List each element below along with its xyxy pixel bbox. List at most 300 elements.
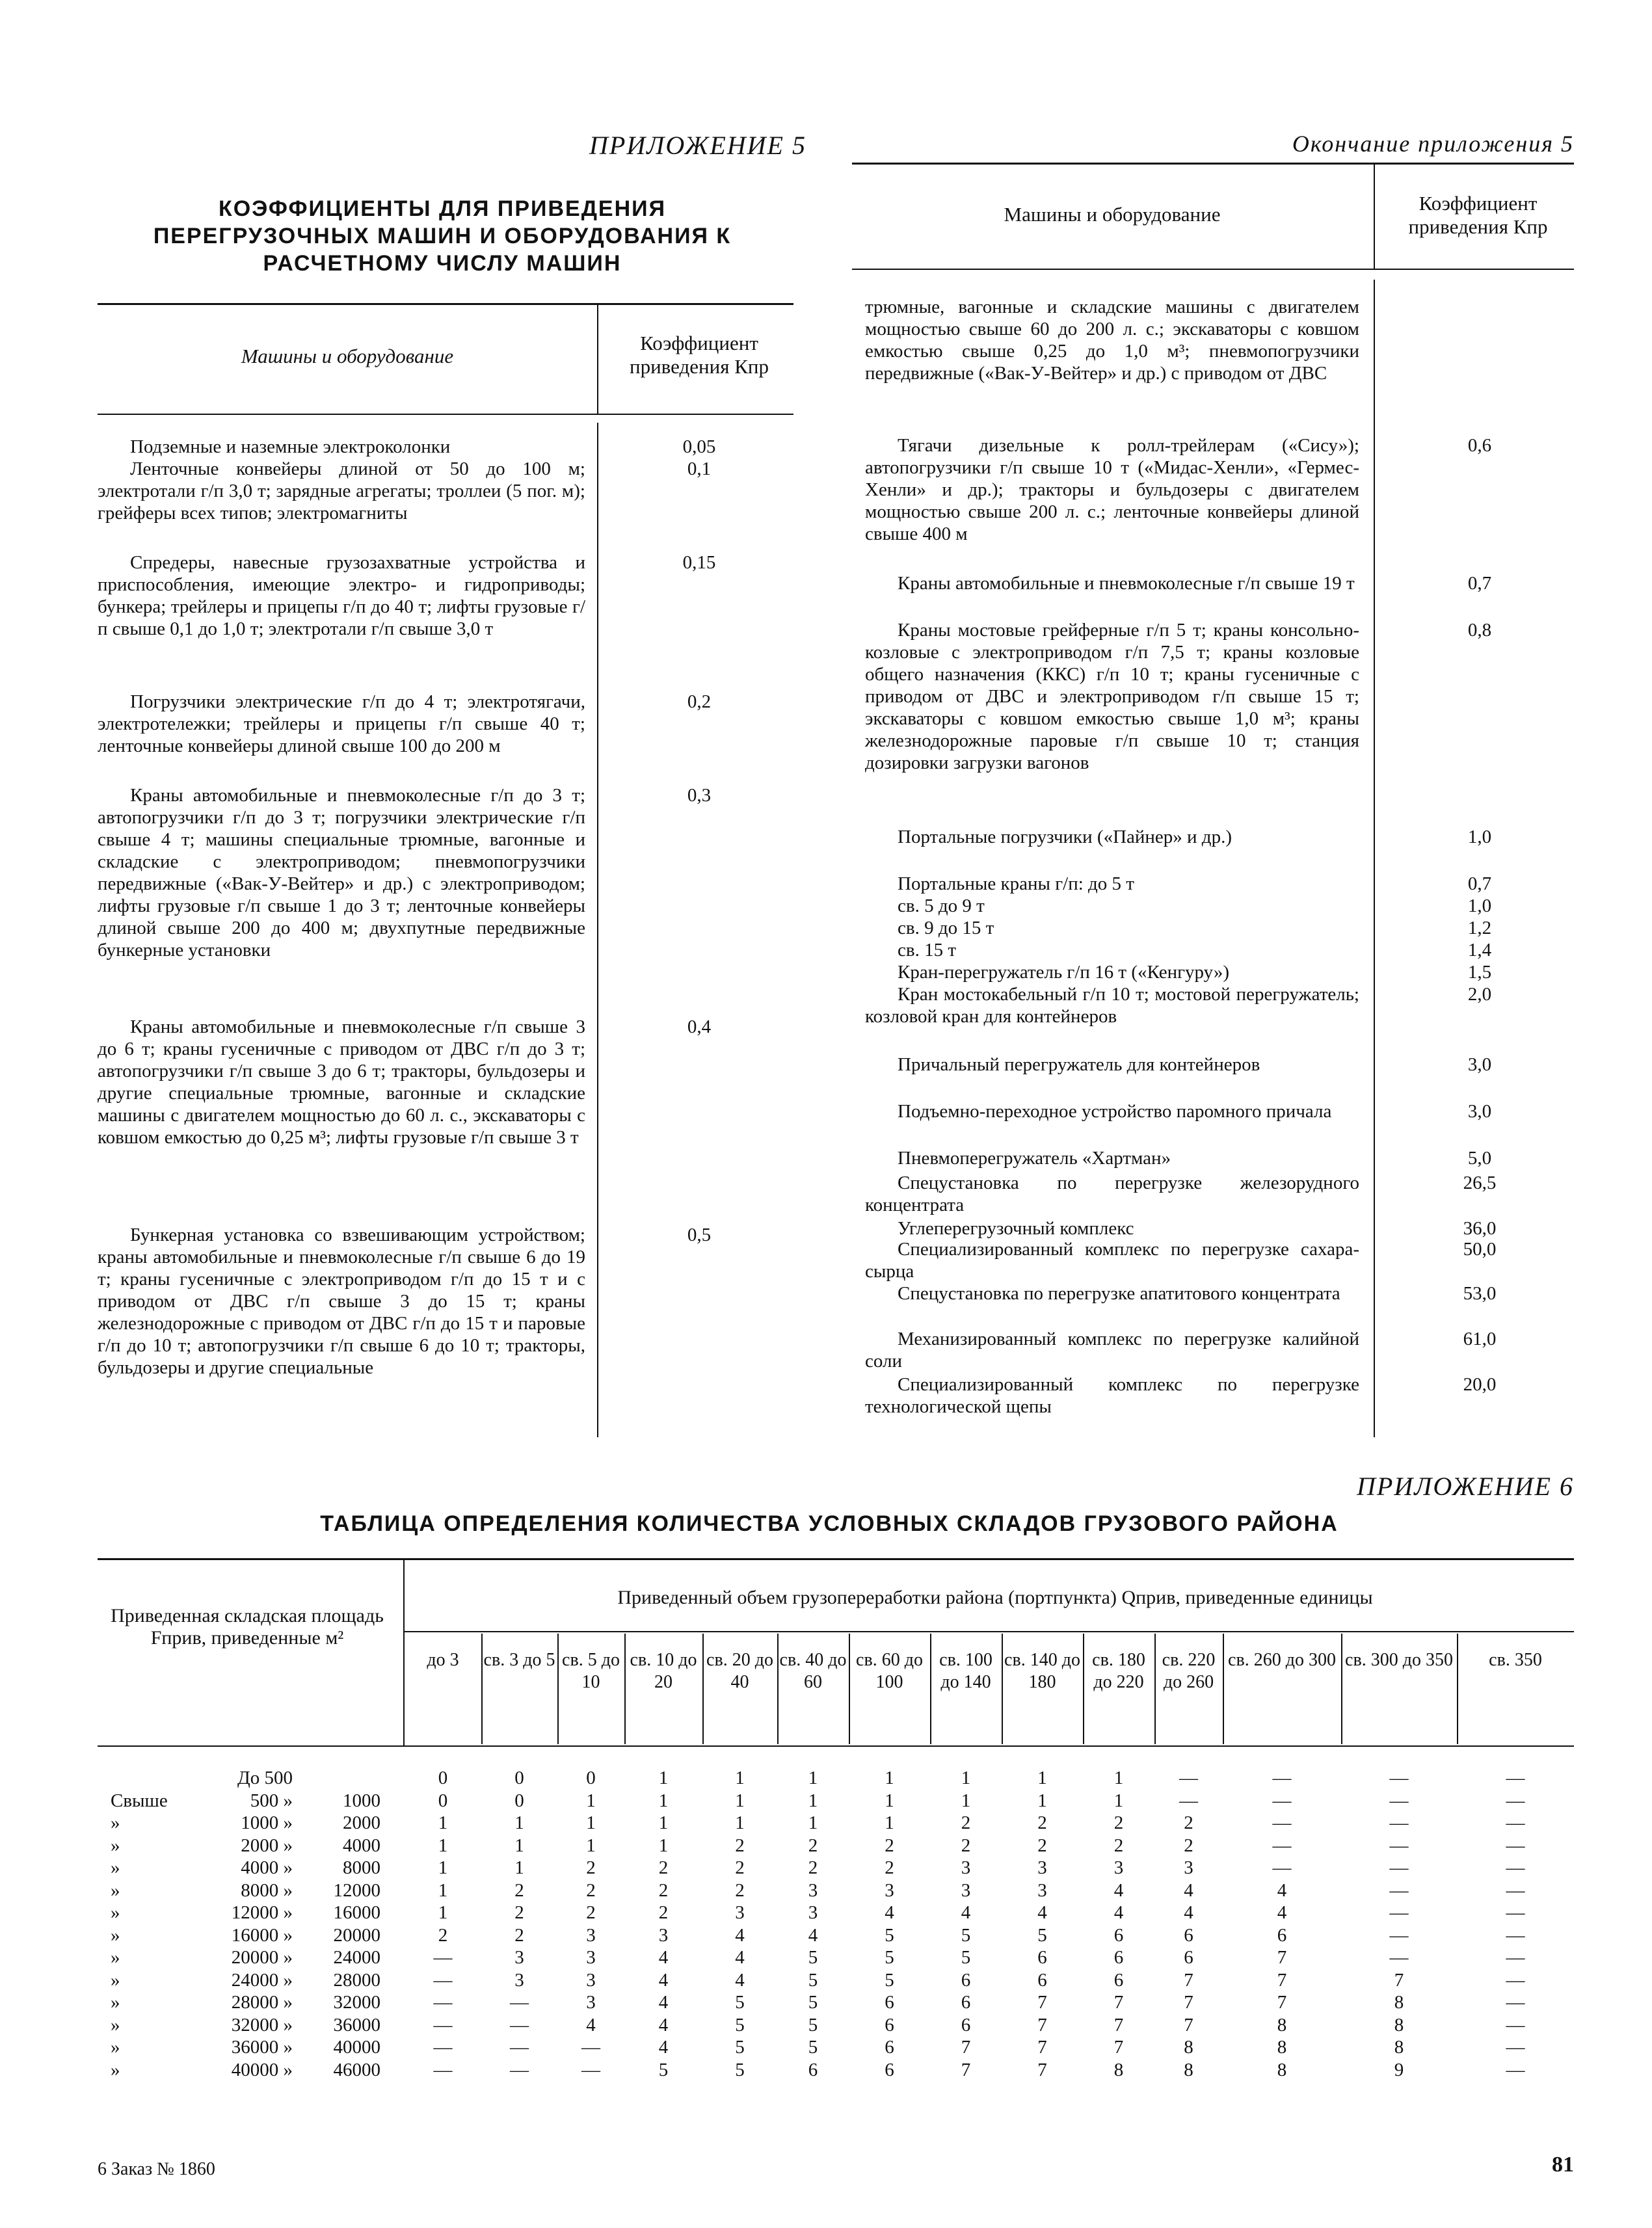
ap6-cell: 1	[961, 1768, 971, 1788]
ap6-cell: 2	[586, 1857, 596, 1878]
ap6-row-area-label: 16000 »	[231, 1924, 293, 1946]
ap6-cell: 2	[1184, 1812, 1193, 1833]
right-table-row-value: 5,0	[1467, 1148, 1492, 1169]
right-table-row-text: Специализированный комплекс по перегрузке технологической щепы	[865, 1374, 1359, 1417]
ap6-cell: —	[1506, 2037, 1525, 2058]
ap6-row-area-label: »	[111, 1924, 120, 1946]
appendix-5-title: КОЭФФИЦИЕНТЫ ДЛЯ ПРИВЕДЕНИЯ ПЕРЕГРУЗОЧНЫХ МАШИН И ОБОРУДОВАНИЯ К РАСЧЕТНОМУ ЧИСЛУ МАШИН	[153, 196, 732, 276]
right-table-row-value: 26,5	[1463, 1173, 1497, 1193]
ap6-col-divider	[1341, 1634, 1342, 1744]
ap6-cell: —	[1389, 1947, 1409, 1968]
ap6-cell: 6	[1113, 1947, 1124, 1968]
ap6-cell: 7	[1277, 1947, 1287, 1968]
ap6-cell: 3	[658, 1924, 669, 1946]
ap6-cell: 7	[1037, 2014, 1047, 2036]
ap6-cell: 5	[885, 1969, 894, 1991]
ap6-cell: 7	[961, 2059, 971, 2080]
ap6-cell: —	[1389, 1768, 1409, 1788]
left-table-row-text: Краны автомобильные и пневмоколесные г/п до 3 т; автопогрузчики г/п до 3 т; погрузчики электрические г/п свыше 4 т; машины специальные трюмные, вагонные и складские с электроприводом; пневмопогрузчики передвижные («Вак-У-Вейтер» и др.) с электроприводом; лифты грузовые г/п свыше 1 до 3 т; ленточные конвейеры длиной свыше 200 до 400 м; двухпутные передвижные бункерные установки	[98, 785, 585, 961]
ap6-cell: —	[510, 1992, 529, 2013]
ap6-cell: 4	[1184, 1879, 1193, 1901]
right-table-row-text: Пневмоперегружатель «Хартман»	[898, 1148, 1171, 1169]
ap6-cell: 8	[1277, 2037, 1287, 2058]
right-table-row-value: 1,0	[1467, 895, 1492, 916]
ap6-col-divider	[777, 1634, 779, 1744]
ap6-cell: 5	[808, 1969, 818, 1991]
ap6-row-area-label: 28000 »	[231, 1992, 293, 2013]
right-table-head-rule	[852, 269, 1574, 270]
ap6-row-area-label: 28000	[333, 1969, 380, 1991]
ap6-cell: 5	[1037, 1924, 1047, 1946]
ap6-cell: 1	[735, 1768, 745, 1788]
ap6-cell: 7	[1113, 2037, 1124, 2058]
right-table-row-text: Углеперегрузочный комплекс	[898, 1218, 1134, 1239]
ap6-cell: 4	[586, 2014, 596, 2036]
left-table-row-value: 0,15	[682, 552, 716, 573]
ap6-cell: 3	[885, 1879, 894, 1901]
ap6-rowhead: Приведенная складская площадь Fприв, приведенные м²	[111, 1605, 384, 1649]
left-table-row-value: 0,5	[687, 1225, 712, 1245]
ap6-cell: 4	[1277, 1879, 1287, 1901]
ap6-cell: 6	[885, 1992, 894, 2013]
right-table-row-value: 50,0	[1463, 1239, 1497, 1260]
ap6-col-divider	[702, 1634, 704, 1744]
ap6-row-area-label: 12000 »	[231, 1902, 293, 1923]
right-table-row-text: Портальные погрузчики («Пайнер» и др.)	[898, 827, 1232, 847]
ap6-cell: 6	[1037, 1969, 1047, 1991]
ap6-cell: 7	[1394, 1969, 1404, 1991]
ap6-cell: 4	[735, 1924, 745, 1946]
ap6-cell: —	[1272, 1857, 1292, 1878]
ap6-cell: 1	[514, 1835, 524, 1856]
right-col-coef-header: Коэффициент приведения Кпр	[1408, 192, 1548, 238]
ap6-col-divider	[1002, 1634, 1003, 1744]
left-table-row-value: 0,05	[682, 436, 716, 457]
ap6-cell: 7	[1184, 1969, 1193, 1991]
ap6-cell: 2	[438, 1924, 448, 1946]
left-table-top-rule	[98, 303, 793, 305]
ap6-cell: 1	[1113, 1768, 1124, 1788]
ap6-col-header: до 3	[427, 1650, 459, 1670]
ap6-row-area-label: 500 »	[250, 1790, 293, 1811]
ap6-cell: 4	[1113, 1879, 1124, 1901]
ap6-cell: 6	[1037, 1947, 1047, 1968]
ap6-cell: —	[581, 2037, 600, 2058]
ap6-cell: —	[1389, 1879, 1409, 1901]
ap6-cell: 7	[1037, 1992, 1047, 2013]
ap6-cell: 6	[885, 2059, 894, 2080]
ap6-row-area-label: 12000	[333, 1879, 380, 1901]
ap6-row-area-label: 1000	[343, 1790, 380, 1811]
right-col-machines-header: Машины и оборудование	[1004, 203, 1221, 226]
left-table-body-divider	[597, 423, 598, 1437]
ap6-cell: 1	[658, 1768, 669, 1788]
right-table-row-value: 61,0	[1463, 1329, 1497, 1349]
ap6-cell: 8	[1277, 2059, 1287, 2080]
ap6-col-divider	[1083, 1634, 1084, 1744]
ap6-col-header: св. 60 до 100	[856, 1650, 923, 1692]
ap6-cell: 5	[961, 1947, 971, 1968]
ap6-cell: 4	[885, 1902, 894, 1923]
right-table-row-value: 0,7	[1467, 573, 1492, 594]
right-table-body-divider	[1374, 280, 1375, 1437]
ap6-row-area-label: »	[111, 1857, 120, 1878]
ap6-cell: 4	[658, 1969, 669, 1991]
ap6-cell: —	[1506, 2059, 1525, 2080]
right-table-row-text: Специализированный комплекс по перегрузке сахара-сырца	[865, 1239, 1359, 1282]
ap6-cell: 1	[658, 1790, 669, 1811]
ap6-cell: —	[581, 2059, 600, 2080]
ap6-row-area-label: 4000 »	[241, 1857, 293, 1878]
ap6-cell: —	[433, 1992, 453, 2013]
ap6-cell: —	[1272, 1812, 1292, 1833]
ap6-cell: 7	[1037, 2059, 1047, 2080]
ap6-cell: 3	[586, 1924, 596, 1946]
ap6-cell: 7	[1037, 2037, 1047, 2058]
ap6-row-area-label: 20000	[333, 1924, 380, 1946]
right-table-row-value: 36,0	[1463, 1218, 1497, 1239]
left-table-head-rule	[98, 414, 793, 415]
ap6-row-area-label: 32000	[333, 1992, 380, 2013]
ap6-cell: 3	[514, 1947, 524, 1968]
right-table-row-text: Краны мостовые грейферные г/п 5 т; краны консольно-козловые с электроприводом г/п 7,5 т; краны козловые общего назначения (ККС) г/п 10 т; краны гусеничные с приводом от ДВС и электроприводом г/п свыше 15 т; экскаваторы с ковшом емкостью свыше 1,0 м³; краны железнодорожные паровые г/п свыше 10 т; станция дозировки загрузки вагонов	[865, 620, 1359, 773]
ap6-cell: —	[433, 2037, 453, 2058]
ap6-cell: 6	[885, 2037, 894, 2058]
right-table-row-value: 3,0	[1467, 1101, 1492, 1122]
ap6-cell: 1	[735, 1790, 745, 1811]
ap6-row-area-label: 8000 »	[241, 1879, 293, 1901]
ap6-cell: —	[1506, 2014, 1525, 2036]
ap6-cell: 2	[808, 1857, 818, 1878]
ap6-cell: 1	[808, 1768, 818, 1788]
right-table-row-text: Спецустановка по перегрузке железорудного концентрата	[865, 1173, 1359, 1215]
appendix-5-label: ПРИЛОЖЕНИЕ 5	[589, 131, 806, 160]
ap6-col-divider	[624, 1634, 626, 1744]
ap6-row-area-label: 24000 »	[231, 1969, 293, 1991]
ap6-row-area-label: 40000 »	[231, 2059, 293, 2080]
ap6-col-header: св. 180 до 220	[1092, 1650, 1145, 1692]
right-table-row-text: Подъемно-переходное устройство паромного причала	[898, 1101, 1332, 1122]
ap6-cell: 2	[1184, 1835, 1193, 1856]
ap6-cell: —	[1389, 1790, 1409, 1811]
ap6-cell: 5	[808, 1947, 818, 1968]
ap6-top-rule	[98, 1558, 1574, 1560]
ap6-cell: 1	[586, 1790, 596, 1811]
ap6-cell: 0	[438, 1768, 448, 1788]
ap6-cell: 5	[885, 1947, 894, 1968]
right-table-row-value: 1,2	[1467, 918, 1492, 938]
ap6-cell: —	[1389, 1835, 1409, 1856]
ap6-row-area-label: »	[111, 1969, 120, 1991]
right-table-row-value: 3,0	[1467, 1054, 1492, 1075]
ap6-cell: 0	[514, 1768, 524, 1788]
ap6-cell: —	[1506, 1924, 1525, 1946]
ap6-cell: 6	[1113, 1969, 1124, 1991]
ap6-cell: 6	[1184, 1947, 1193, 1968]
ap6-cell: 3	[514, 1969, 524, 1991]
ap6-cell: 0	[438, 1790, 448, 1811]
ap6-cell: 4	[1184, 1902, 1193, 1923]
right-table-row-value: 2,0	[1467, 984, 1492, 1005]
ap6-cell: 4	[658, 2014, 669, 2036]
ap6-cell: 1	[1037, 1768, 1047, 1788]
ap6-cell: 2	[885, 1857, 894, 1878]
ap6-cell: 6	[1113, 1924, 1124, 1946]
ap6-row-area-label: 20000 »	[231, 1947, 293, 1968]
ap6-cell: 4	[735, 1969, 745, 1991]
ap6-cell: 2	[514, 1879, 524, 1901]
ap6-row-area-label: 46000	[333, 2059, 380, 2080]
ap6-cell: —	[433, 2014, 453, 2036]
ap6-col-header: св. 40 до 60	[779, 1650, 847, 1692]
right-table-row-text: трюмные, вагонные и складские машины с двигателем мощностью свыше 60 до 200 л. с.; экскаваторы с ковшом емкостью свыше 0,25 до 1,0 м³; пневмопогрузчики передвижные («Вак-У-Вейтер» и др.) с приводом от ДВС	[865, 297, 1359, 384]
ap6-cell: 7	[1184, 1992, 1193, 2013]
ap6-cell: 9	[1394, 2059, 1404, 2080]
appendix-6-title: ТАБЛИЦА ОПРЕДЕЛЕНИЯ КОЛИЧЕСТВА УСЛОВНЫХ СКЛАДОВ ГРУЗОВОГО РАЙОНА	[320, 1511, 1339, 1536]
right-table-top-rule	[852, 163, 1574, 165]
ap6-col-header: св. 5 до 10	[562, 1650, 620, 1692]
left-table-row-text: Ленточные конвейеры длиной от 50 до 100 м; электротали г/п 3,0 т; зарядные агрегаты; троллеи (5 пог. м); грейферы всех типов; электромагниты	[98, 458, 585, 524]
ap6-col-divider	[1223, 1634, 1224, 1744]
ap6-row-area-label: Свыше	[111, 1790, 168, 1811]
left-table-row-text: Погрузчики электрические г/п до 4 т; электротягачи, электротележки; трейлеры и прицепы г/п свыше 40 т; ленточные конвейеры длиной свыше 100 до 200 м	[98, 691, 585, 756]
ap6-cell: 1	[658, 1835, 669, 1856]
ap6-cell: 7	[1113, 2014, 1124, 2036]
ap6-cell: 6	[885, 2014, 894, 2036]
ap6-cell: 1	[808, 1790, 818, 1811]
ap6-cell: 1	[1037, 1790, 1047, 1811]
ap6-row-area-label: »	[111, 2037, 120, 2058]
ap6-cell: 2	[735, 1835, 745, 1856]
ap6-cell: 5	[885, 1924, 894, 1946]
ap6-cell: 6	[961, 2014, 971, 2036]
ap6-cell: 4	[735, 1947, 745, 1968]
ap6-row-area-label: 8000	[343, 1857, 380, 1878]
ap6-cell: —	[1179, 1768, 1198, 1788]
ap6-group-rule	[405, 1631, 1574, 1632]
ap6-cell: 3	[1037, 1857, 1047, 1878]
ap6-cell: 5	[735, 2037, 745, 2058]
ap6-col-header: св. 260 до 300	[1228, 1650, 1336, 1670]
ap6-row-area-label: 36000	[333, 2014, 380, 2036]
ap6-cell: 5	[735, 2014, 745, 2036]
ap6-cell: 3	[586, 1969, 596, 1991]
ap6-cell: 2	[586, 1902, 596, 1923]
right-table-row-value: 0,7	[1467, 873, 1492, 894]
right-table-row-text: Тягачи дизельные к ролл-трейлерам («Сису»); автопогрузчики г/п свыше 10 т («Мидас-Хенли», «Гермес-Хенли» и др.); тракторы и бульдозеры с двигателем мощностью свыше 200 л. с.; ленточные конвейеры длиной свыше 400 м	[865, 435, 1359, 544]
ap6-cell: —	[433, 1947, 453, 1968]
ap6-col-header: св. 100 до 140	[939, 1650, 993, 1692]
ap6-cell: 2	[514, 1902, 524, 1923]
ap6-cell: —	[1506, 1947, 1525, 1968]
right-table-row-text: Причальный перегружатель для контейнеров	[898, 1054, 1260, 1075]
ap6-cell: 3	[961, 1879, 971, 1901]
ap6-row-area-label: »	[111, 1992, 120, 2013]
right-table-row-value: 53,0	[1463, 1283, 1497, 1304]
ap6-cell: 0	[514, 1790, 524, 1811]
ap6-cell: 2	[1037, 1835, 1047, 1856]
ap6-col-header: св. 220 до 260	[1162, 1650, 1216, 1692]
ap6-cell: 7	[1113, 1992, 1124, 2013]
page-number: 81	[1552, 2153, 1574, 2177]
right-table-row-text: св. 15 т	[898, 940, 956, 961]
ap6-cell: —	[510, 2059, 529, 2080]
right-table-row-value: 1,4	[1467, 940, 1492, 961]
ap6-row-area-label: 2000	[343, 1812, 380, 1833]
ap6-cell: 4	[658, 1992, 669, 2013]
ap6-col-divider	[1154, 1634, 1156, 1744]
right-table-row-text: Кран мостокабельный г/п 10 т; мостовой перегружатель; козловой кран для контейнеров	[865, 984, 1359, 1027]
ap6-row-area-label: 24000	[333, 1947, 380, 1968]
ap6-row-area-label: 1000 »	[241, 1812, 293, 1833]
appendix-5-continuation-label: Окончание приложения 5	[1292, 131, 1574, 157]
ap6-cell: 8	[1184, 2059, 1193, 2080]
ap6-cell: 4	[1277, 1902, 1287, 1923]
ap6-col-header: св. 20 до 40	[706, 1650, 773, 1692]
ap6-cell: —	[1389, 1812, 1409, 1833]
ap6-cell: —	[1389, 1902, 1409, 1923]
ap6-cell: 1	[808, 1812, 818, 1833]
ap6-cell: —	[1506, 1768, 1525, 1788]
ap6-cell: 1	[961, 1790, 971, 1811]
right-table-row-text: Краны автомобильные и пневмоколесные г/п свыше 19 т	[898, 573, 1355, 594]
ap6-row-area-label: »	[111, 1835, 120, 1856]
ap6-row-area-label: До 500	[237, 1768, 293, 1788]
ap6-cell: 1	[1113, 1790, 1124, 1811]
ap6-cell: 1	[658, 1812, 669, 1833]
ap6-cell: 2	[586, 1879, 596, 1901]
ap6-cell: —	[1506, 1790, 1525, 1811]
ap6-cell: 2	[658, 1902, 669, 1923]
left-col-coef-header: Коэффициент приведения Кпр	[630, 332, 769, 378]
ap6-cell: 5	[735, 2059, 745, 2080]
ap6-col-header: св. 10 до 20	[630, 1650, 697, 1692]
ap6-cell: 0	[586, 1768, 596, 1788]
footer-order-number: 6 Заказ № 1860	[98, 2159, 215, 2179]
ap6-col-header: св. 350	[1489, 1650, 1542, 1670]
ap6-cell: 3	[961, 1857, 971, 1878]
ap6-cell: 1	[735, 1812, 745, 1833]
ap6-grouphead: Приведенный объем грузопереработки района (портпункта) Qприв, приведенные единицы	[617, 1587, 1373, 1608]
ap6-cell: 8	[1113, 2059, 1124, 2080]
right-table-row-value: 1,0	[1467, 827, 1492, 847]
ap6-cell: 5	[808, 1992, 818, 2013]
ap6-col-divider	[557, 1634, 559, 1744]
ap6-cell: 1	[438, 1835, 448, 1856]
left-table-col-divider	[597, 303, 598, 414]
appendix-6-label: ПРИЛОЖЕНИЕ 6	[1357, 1472, 1574, 1501]
ap6-col-divider	[930, 1634, 931, 1744]
left-table-row-value: 0,1	[687, 458, 712, 479]
ap6-cell: 3	[1184, 1857, 1193, 1878]
ap6-cell: 1	[438, 1879, 448, 1901]
ap6-cell: 2	[735, 1857, 745, 1878]
ap6-cell: 2	[658, 1879, 669, 1901]
ap6-cell: 1	[586, 1835, 596, 1856]
ap6-cell: 4	[1113, 1902, 1124, 1923]
ap6-cell: 8	[1394, 2014, 1404, 2036]
ap6-cell: —	[433, 2059, 453, 2080]
ap6-cell: 7	[1184, 2014, 1193, 2036]
ap6-row-area-label: »	[111, 2014, 120, 2036]
ap6-cell: 2	[1113, 1812, 1124, 1833]
ap6-cell: 4	[961, 1902, 971, 1923]
ap6-row-area-label: 16000	[333, 1902, 380, 1923]
ap6-cell: —	[1506, 1812, 1525, 1833]
ap6-cell: 1	[514, 1857, 524, 1878]
ap6-cell: 6	[1277, 1924, 1287, 1946]
ap6-cell: —	[510, 2037, 529, 2058]
ap6-cell: 3	[1037, 1879, 1047, 1901]
ap6-col-divider	[849, 1634, 850, 1744]
ap6-cell: 8	[1394, 2037, 1404, 2058]
ap6-cell: 1	[586, 1812, 596, 1833]
ap6-cell: 2	[885, 1835, 894, 1856]
ap6-cell: —	[433, 1969, 453, 1991]
ap6-cell: 2	[514, 1924, 524, 1946]
ap6-cell: 8	[1394, 1992, 1404, 2013]
ap6-cell: 6	[808, 2059, 818, 2080]
ap6-row-area-label: »	[111, 1947, 120, 1968]
ap6-cell: 2	[961, 1835, 971, 1856]
ap6-row-area-label: 36000 »	[231, 2037, 293, 2058]
ap6-col-header: св. 140 до 180	[1004, 1650, 1080, 1692]
ap6-cell: —	[1272, 1768, 1292, 1788]
ap6-cell: 1	[885, 1790, 894, 1811]
ap6-cell: 5	[808, 2037, 818, 2058]
ap6-cell: 1	[438, 1902, 448, 1923]
ap6-cell: —	[1506, 1969, 1525, 1991]
ap6-cell: 3	[586, 1992, 596, 2013]
ap6-col-header: св. 300 до 350	[1345, 1650, 1453, 1670]
ap6-row-area-label: 4000	[343, 1835, 380, 1856]
ap6-row-area-label: »	[111, 1879, 120, 1901]
ap6-cell: —	[1506, 1879, 1525, 1901]
ap6-col-header: св. 3 до 5	[483, 1650, 555, 1670]
ap6-cell: —	[1179, 1790, 1198, 1811]
right-table-row-text: Механизированный комплекс по перегрузке калийной соли	[865, 1329, 1359, 1372]
ap6-cell: 1	[514, 1812, 524, 1833]
ap6-cell: 4	[808, 1924, 818, 1946]
right-table-row-text: Спецустановка по перегрузке апатитового концентрата	[898, 1283, 1340, 1304]
left-table-row-text: Бункерная установка со взвешивающим устройством; краны автомобильные и пневмоколесные г/п свыше 6 до 19 т; краны гусеничные с электроприводом г/п до 15 т и с приводом от ДВС г/п свыше 3 до 15 т; краны железнодорожные с приводом от ДВС г/п до 15 т и паровые г/п до 10 т; автопогрузчики г/п свыше 6 до 10 т; тракторы, бульдозеры и другие специальные	[98, 1225, 585, 1378]
left-table-row-value: 0,2	[687, 691, 712, 712]
ap6-cell: 5	[808, 2014, 818, 2036]
ap6-col-divider	[481, 1634, 483, 1744]
ap6-cell: 1	[438, 1857, 448, 1878]
ap6-cell: 2	[658, 1857, 669, 1878]
ap6-cell: 3	[1113, 1857, 1124, 1878]
ap6-row-area-label: 40000	[333, 2037, 380, 2058]
ap6-cell: 4	[658, 2037, 669, 2058]
left-table-row-text: Спредеры, навесные грузозахватные устройства и приспособления, имеющие электро- и гидроприводы; бункера; трейлеры и прицепы г/п до 40 т; лифты грузовые г/п свыше 0,1 до 1,0 т; электротали г/п свыше 3,0 т	[98, 552, 585, 639]
ap6-cell: 2	[735, 1879, 745, 1901]
ap6-cell: 8	[1277, 2014, 1287, 2036]
ap6-cell: 3	[586, 1947, 596, 1968]
ap6-cell: 7	[1277, 1992, 1287, 2013]
ap6-row-area-label: »	[111, 2059, 120, 2080]
right-table-row-value: 0,6	[1467, 435, 1492, 456]
ap6-cell: —	[1389, 1924, 1409, 1946]
ap6-cell: —	[1272, 1835, 1292, 1856]
right-table-col-divider	[1374, 165, 1375, 269]
ap6-cell: 7	[1277, 1969, 1287, 1991]
ap6-cell: 2	[1037, 1812, 1047, 1833]
ap6-cell: 3	[808, 1879, 818, 1901]
left-table-row-text: Подземные и наземные электроколонки	[130, 436, 451, 457]
left-col-machines-header: Машины и оборудование	[241, 345, 454, 367]
ap6-cell: 8	[1184, 2037, 1193, 2058]
